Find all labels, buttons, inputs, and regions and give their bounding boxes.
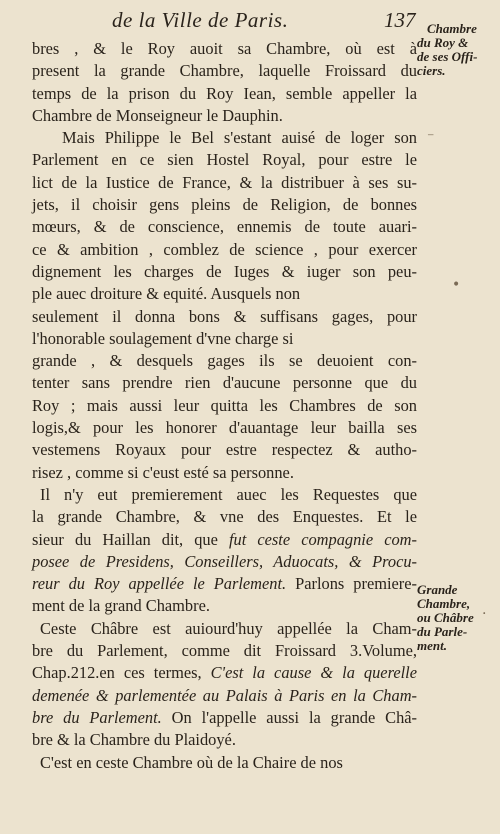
roman-text: present la grande Chambre, laquelle Froissard du (32, 61, 417, 81)
text-line (32, 529, 417, 551)
text-line (32, 172, 417, 194)
roman-text: Chambre de Monseigneur le Dauphin. (32, 105, 283, 125)
text-line (32, 707, 417, 729)
body-text (32, 38, 417, 774)
margin-note-line: Chambre (427, 21, 477, 36)
margin-note-line: de ses Offi- (417, 49, 478, 64)
text-line (32, 372, 417, 394)
italic-text: demenée & parlementée au Palais à Paris en la Cham- (32, 685, 417, 705)
text-line (32, 149, 417, 171)
margin-note-line: Chambre, (417, 596, 471, 611)
roman-text: seulement il donna bons & suffisans gages, pour (32, 306, 417, 326)
roman-text: grande , & desquels gages ils se deuoient con- (32, 351, 417, 371)
roman-text: jets, il choisir gens pleins de Religion, de bonnes (32, 195, 417, 215)
roman-text: Chap.212.en ces termes, (32, 663, 211, 683)
text-line (32, 439, 417, 461)
text-line (32, 350, 417, 372)
roman-text: mœurs, & de conscience, ennemis de toute auari- (32, 217, 417, 237)
roman-text: tenter sans prendre rien d'aucune personne que du (32, 373, 417, 393)
roman-text: Parlons premiere- (286, 574, 417, 594)
text-line (32, 618, 417, 640)
margin-note-line: ciers. (417, 63, 446, 78)
roman-text: ment de la grand Chambre. (32, 596, 210, 616)
text-line (32, 462, 417, 484)
margin-note-line: ment. (417, 638, 447, 653)
roman-text: risez , comme si c'eust esté sa personne. (32, 462, 294, 482)
text-line (32, 729, 417, 751)
roman-text: temps de la prison du Roy Iean, semble appeller la (32, 83, 417, 103)
margin-note-line: du Roy & (417, 35, 469, 50)
italic-text: fut ceste compagnie com- (228, 529, 417, 549)
roman-text: Il n'y eut premierement auec les Requestes que (40, 484, 417, 504)
text-line (32, 105, 417, 127)
italic-text: C'est la cause & la querelle (210, 663, 418, 683)
text-line (32, 127, 417, 149)
text-line (32, 551, 417, 573)
roman-text: bre du Parlement, comme dit Froissard 3.Volume, (32, 641, 417, 661)
text-line (32, 640, 417, 662)
text-line (32, 38, 417, 60)
roman-text: bre & la Chambre du Plaidoyé. (32, 730, 236, 750)
roman-text: logis,& pour les honorer d'auantage leur bailla ses (32, 418, 417, 438)
roman-text: Parlement en ce sien Hostel Royal, pour estre le (32, 150, 417, 170)
roman-text: lict de la Iustice de France, & la distribuer à ses su- (32, 172, 417, 192)
text-line (32, 283, 417, 305)
text-line (32, 573, 417, 595)
italic-text: posee de Presidens, Conseillers, Aduocats, & Procu- (32, 551, 417, 571)
roman-text: C'est en ceste Chambre où de la Chaire de nos (40, 752, 343, 772)
text-line (32, 239, 417, 261)
margin-note-grande-chambre (417, 583, 500, 653)
text-line (32, 506, 417, 528)
italic-text: reur du Roy appellée le Parlement. (32, 574, 287, 594)
margin-mark: ⁻ (427, 130, 435, 146)
margin-note-line: ou Châbre (417, 610, 474, 625)
text-line (32, 685, 417, 707)
roman-text: On l'appelle aussi la grande Châ- (161, 707, 418, 727)
roman-text: ple auec droiture & equité. Ausquels non (32, 284, 301, 304)
roman-text: ce & ambition , comblez de science , pour exercer (32, 239, 417, 259)
text-line (32, 306, 417, 328)
text-line (32, 662, 417, 684)
text-line (32, 328, 417, 350)
margin-mark: . (482, 602, 487, 618)
text-line (32, 595, 417, 617)
text-line (32, 216, 417, 238)
text-line (32, 194, 417, 216)
roman-text: l'honorable soulagement d'vne charge si (32, 328, 294, 348)
text-line (32, 60, 417, 82)
roman-text: Mais Philippe le Bel s'estant auisé de loger son (62, 128, 417, 148)
margin-note-line: du Parle- (417, 624, 468, 639)
roman-text: dignement les charges de Iuges & iuger son peu- (32, 261, 417, 281)
text-line (32, 417, 417, 439)
margin-note-line: Grande (417, 582, 458, 597)
text-line (32, 395, 417, 417)
text-line (32, 83, 417, 105)
italic-text: bre du Parlement. (32, 707, 162, 727)
margin-mark: • (452, 277, 461, 293)
roman-text: Roy ; mais aussi leur quitta les Chambres de son (32, 395, 417, 415)
running-head: de la Ville de Paris. (112, 8, 289, 32)
text-line (32, 752, 417, 774)
roman-text: vestemens Royaux pour estre respectez & autho- (32, 440, 417, 460)
roman-text: sieur du Haillan dit, que (32, 529, 229, 549)
roman-text: la grande Chambre, & vne des Enquestes. Et le (32, 507, 417, 527)
text-line (32, 261, 417, 283)
roman-text: Ceste Châbre est auiourd'huy appellée la Cham- (40, 618, 417, 638)
margin-note-chambre-du-roy (417, 22, 500, 78)
roman-text: bres , & le Roy auoit sa Chambre, où est à (32, 39, 417, 58)
text-line (32, 484, 417, 506)
page-number: 137 (384, 8, 416, 32)
